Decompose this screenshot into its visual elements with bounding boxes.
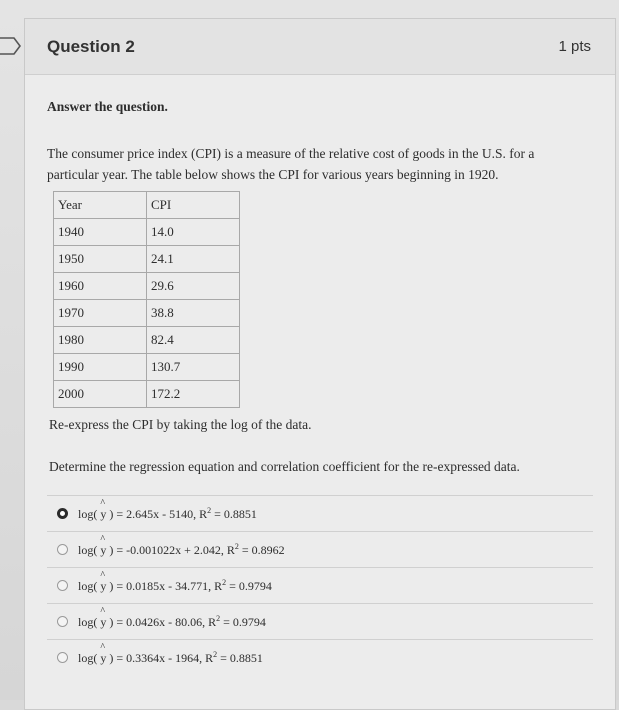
radio-icon[interactable] xyxy=(57,544,68,555)
question-card xyxy=(24,18,616,710)
year-cell: 1980 xyxy=(54,327,147,354)
answer-r-squared-exponent: 2 xyxy=(216,613,221,623)
answer-equation: = 0.0185x - 34.771, R xyxy=(113,578,223,593)
radio-icon[interactable] xyxy=(57,652,68,663)
cpi-cell: 172.2 xyxy=(147,381,240,408)
table-row xyxy=(54,381,240,408)
answer-equation: = 0.3364x - 1964, R xyxy=(113,650,214,665)
answer-option-5[interactable] xyxy=(47,639,593,675)
answer-option-2[interactable] xyxy=(47,531,593,567)
answer-equation: = 2.645x - 5140, R xyxy=(113,506,208,521)
answer-y-hat: ^ y xyxy=(100,579,106,594)
answer-equation: = 0.0426x - 80.06, R xyxy=(113,614,217,629)
intro-line-2: particular year. The table below shows the CPI for various years beginning in 1920. xyxy=(47,167,499,182)
answer-log-prefix: log( xyxy=(78,542,98,557)
year-cell: 1970 xyxy=(54,300,147,327)
radio-selected-icon[interactable] xyxy=(57,508,68,519)
answer-log-prefix: log( xyxy=(78,506,98,521)
table-header-row xyxy=(54,192,240,219)
answer-label xyxy=(78,614,266,630)
answer-label xyxy=(78,578,272,594)
instruction-text: Answer the question. xyxy=(47,99,168,114)
answer-option-3[interactable] xyxy=(47,567,593,603)
cpi-cell: 14.0 xyxy=(147,219,240,246)
cpi-cell: 38.8 xyxy=(147,300,240,327)
answer-r-squared-exponent: 2 xyxy=(234,541,239,551)
answer-option-1[interactable] xyxy=(47,495,593,531)
year-cell: 1940 xyxy=(54,219,147,246)
answer-r-squared: = 0.9794 xyxy=(220,614,266,629)
answer-log-close: ) xyxy=(109,650,114,665)
question-title: Question 2 xyxy=(47,36,135,56)
answer-y-hat: ^ y xyxy=(100,615,106,630)
year-cell: 1990 xyxy=(54,354,147,381)
answer-y-hat: ^ y xyxy=(100,651,106,666)
table-row xyxy=(54,219,240,246)
question-points: 1 pts xyxy=(558,38,591,55)
cpi-cell: 24.1 xyxy=(147,246,240,273)
answer-r-squared: = 0.9794 xyxy=(226,578,272,593)
answer-r-squared: = 0.8851 xyxy=(211,506,257,521)
answer-y-hat: ^ y xyxy=(100,507,106,522)
answer-label xyxy=(78,506,257,522)
answer-log-prefix: log( xyxy=(78,578,98,593)
answer-r-squared-exponent: 2 xyxy=(207,505,212,515)
table-row xyxy=(54,273,240,300)
answer-log-close: ) xyxy=(109,578,114,593)
year-cell: 1960 xyxy=(54,273,147,300)
intro-line-1: The consumer price index (CPI) is a measure of the relative cost of goods in the U.S. for a xyxy=(47,146,535,161)
cpi-cell: 130.7 xyxy=(147,354,240,381)
question-intro xyxy=(47,143,595,185)
radio-icon[interactable] xyxy=(57,580,68,591)
year-cell: 2000 xyxy=(54,381,147,408)
year-cell: 1950 xyxy=(54,246,147,273)
answer-y-hat: ^ y xyxy=(100,543,106,558)
answer-r-squared-exponent: 2 xyxy=(222,577,227,587)
answer-label xyxy=(78,650,263,666)
answer-label xyxy=(78,542,285,558)
table-row xyxy=(54,300,240,327)
answer-r-squared-exponent: 2 xyxy=(213,649,218,659)
column-header-year: Year xyxy=(54,192,147,219)
column-header-cpi: CPI xyxy=(147,192,240,219)
table-row xyxy=(54,246,240,273)
cpi-cell: 29.6 xyxy=(147,273,240,300)
answer-r-squared: = 0.8851 xyxy=(217,650,263,665)
answer-r-squared: = 0.8962 xyxy=(238,542,285,557)
question-header xyxy=(25,19,615,75)
answer-log-close: ) xyxy=(109,614,114,629)
determine-instruction: Determine the regression equation and correlation coefficient for the re-expressed data. xyxy=(49,459,520,474)
cpi-table xyxy=(53,191,240,408)
answer-log-close: ) xyxy=(109,506,114,521)
flag-icon[interactable] xyxy=(0,36,22,56)
answer-equation: = -0.001022x + 2.042, R xyxy=(113,542,235,557)
radio-icon[interactable] xyxy=(57,616,68,627)
table-row xyxy=(54,327,240,354)
cpi-cell: 82.4 xyxy=(147,327,240,354)
table-row xyxy=(54,354,240,381)
answer-list xyxy=(47,495,593,675)
answer-log-close: ) xyxy=(109,542,114,557)
answer-option-4[interactable] xyxy=(47,603,593,639)
answer-log-prefix: log( xyxy=(78,614,98,629)
answer-log-prefix: log( xyxy=(78,650,98,665)
reexpress-instruction: Re-express the CPI by taking the log of the data. xyxy=(49,417,312,432)
